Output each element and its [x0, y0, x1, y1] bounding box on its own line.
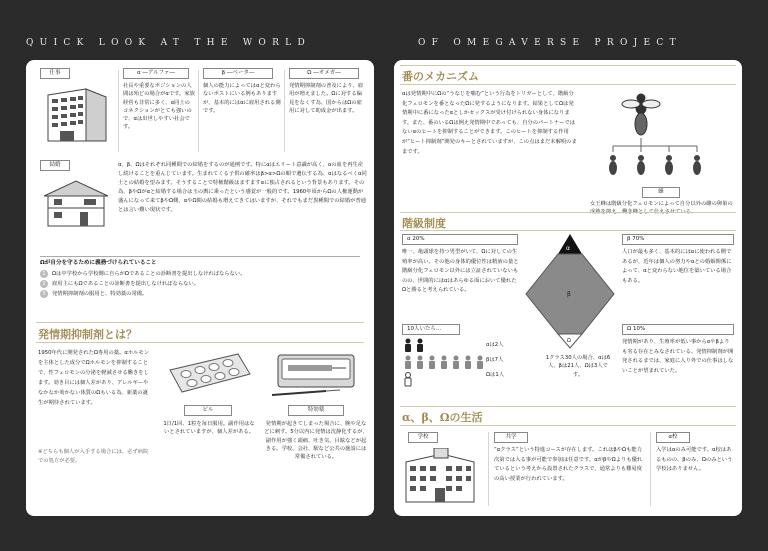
left-page	[26, 60, 374, 516]
bee-caption: 女王蜂は階級分化フェロモンによって自分以外の雌の卵巣の	[590, 201, 733, 207]
hierarchy-title: 階級制度	[402, 217, 446, 230]
alpha-count-label: αは2人	[486, 342, 504, 348]
omega-count-label: Ωは1人	[486, 372, 505, 378]
obligation-item	[40, 270, 360, 278]
beta-people	[405, 356, 483, 370]
hierarchy-alpha-heading: α 20%	[402, 234, 518, 245]
obligation-text: 発情期抑制剤の服用と、特効薬の常備。	[52, 290, 148, 297]
coed-text: “αクラス”という特進コースが存在します。これはβやΩも能力次第では入る事が可能で参加は任意です。αがβやΩよりも優れているという考えから設置されたクラスで、通常よりも難易度の高い授業が行われています。	[494, 447, 643, 482]
queen-bee	[622, 94, 660, 135]
pill-sheet-illustration	[164, 350, 254, 398]
omega-obligations	[40, 256, 360, 308]
coed-school	[494, 432, 644, 484]
school-title: 学校	[408, 432, 438, 443]
obligation-number: 2	[40, 280, 48, 288]
hierarchy-omega-heading: Ω 10%	[622, 324, 734, 335]
prescription-note: ※どちらも個人が入手する場合には、必ず病院での処方が必要。	[38, 449, 149, 464]
people-labels	[486, 338, 526, 383]
work-alpha	[123, 68, 195, 132]
life-title: α、β、Ωの生活	[402, 411, 483, 424]
hierarchy-beta-text: 人口が最も多く、基本的にはαに使われる側であるが、近年は個人の努力やαとの婚姻関係によって、αと変わらない地位を築いている場合もある。	[622, 249, 732, 284]
hierarchy-alpha-text: 唯一、亀頭球を持つ男型がいて、Ωに対しての生殖率が高い。その他の身体的優位性は精液の量と階級分化フェロモン以外には立証されていないものの、世間的にはαはあらゆる面において優れたΩと勝ると考えられている。	[402, 249, 519, 294]
obligation-item	[40, 290, 360, 298]
omega-people	[405, 373, 411, 387]
work-beta-heading: β ―ベータ―	[203, 68, 273, 79]
beta-count-label: βは7人	[486, 357, 504, 363]
coed-title: 共学	[494, 432, 528, 443]
obligation-text: 雇用主にもΩであることの診断書を提出しなければならない。	[52, 280, 200, 287]
class-pyramid-diagram	[522, 232, 618, 350]
marriage-text: α、β、Ωはそれぞれ同種間での結婚をするのが通例です。特にαはエリート意識が高く、αの血を再生産し続けることを重んじています。生まれてくる子供の確率はβ>α>Ωの順で遺伝する為、αはなるべくα同士との結婚を望みます。そうすることで特権階級はますますαに独占されるという背景もあります。その為、βやΩがαと結婚する場合は玉の輿に乗ったという感覚が一般的です。1960年頃からΩの人権運動が盛んになって来てβやΩ側、αやΩ間の結婚も増えてきてはいますが、それでもまだ異種間での結婚が普通とは言い難い現状です。	[118, 162, 367, 213]
obligation-item	[40, 280, 360, 288]
alpha-segment	[558, 234, 582, 254]
hierarchy-alpha	[402, 234, 520, 296]
class-of-30-note: 1クラス30人の場合、αは6人、βは21人、Ωは3人です。	[545, 355, 611, 378]
work-omega-heading: Ω ―オメガ―	[289, 68, 359, 79]
injection-kit-illustration	[268, 345, 364, 401]
mechanism-text: αは発情期中にΩの“うなじを噛む”という行為をトリガーとして、階級分化フェロモンを番となったΩに発するようになります。結果としてΩは発情期中に番になったαとしかセックスが受け付けられない身体になります。また、番のいるΩは例え発情期中であっても、自分のパートナーではないαのヒートを抑制することができます。このヒートを抑制する作用が“ヒート抑制剤”開発のキーとされていますが、この点はまだ未解明のままです。	[402, 91, 577, 155]
omega-label: Ω	[567, 338, 571, 344]
header-left: QUICK LOOK AT THE WORLD	[26, 38, 311, 48]
hierarchy-omega	[622, 324, 734, 376]
work-omega-text: 発情期抑制剤の普及により、雇用が増えました。Ωに対する偏見をなくす為、国からはΩの雇用に対して助成金が出ます。	[289, 83, 364, 114]
alpha-label: α	[566, 245, 570, 252]
people-heading: 10人いたら…	[402, 324, 460, 335]
obligations-title: Ωが自分を守るために義務づけられていること	[40, 260, 157, 266]
obligation-text: Ωは中学校から学校側に自らがΩであることの診断書を提出しなければならない。	[52, 271, 246, 277]
beta-label: β	[567, 291, 571, 298]
special-drug-title: 特効薬	[288, 405, 344, 416]
right-page	[394, 60, 742, 516]
bee-title: 蜂	[642, 187, 680, 198]
marriage-title: 結婚	[40, 160, 70, 171]
hierarchy-beta-heading: β 70%	[622, 234, 734, 245]
office-building-illustration	[40, 85, 110, 143]
hierarchy-omega-text: 発情期があり、生殖率が低い事からαやβよりも劣る存在とみなされている。発情抑制剤が開発されるまでは、家庭に入り外での仕事はしないことが望まれていた。	[622, 339, 734, 374]
work-alpha-heading: α ―アルファ―	[123, 68, 189, 79]
work-omega	[289, 68, 367, 115]
bee-hierarchy-illustration	[599, 86, 719, 186]
suppressant-title: 発情期抑制剤とは？	[38, 328, 137, 341]
obligations-list	[40, 270, 360, 298]
alpha-school-text: 入学はαのみ可能です。α校はあるものの、βのみ、Ωのみという学校はありません。	[656, 447, 733, 473]
suppressant-text: 1950年代に開発されたΩ専用の薬。αホルモンを主体とした成分でΩホルモンを抑制することで、性フェロモンの分泌を軽減させる働きをします。効き目には個人差があり、アレルギーやなかなか効かない体質のΩもいる為、新薬の誕生が期待されています。	[38, 350, 150, 406]
house-illustration	[40, 178, 110, 228]
alpha-school	[656, 432, 736, 475]
work-beta-text: 個人の能力によってはαと変わらないポストにいる例もありますが、基本的にはαに雇用される側です。	[203, 83, 281, 114]
special-drug-text: 発情期が起きてしまった場合に、腕や足などに刺す。5分以内に発情は沈静化するが、副作用が強く頭痛、吐き気、目眩などが起きる。学校、会社、駅など公共の施設には常備されている。	[264, 421, 368, 461]
alpha-school-title: α校	[656, 432, 690, 443]
pill-title: ピル	[184, 405, 232, 416]
work-beta	[203, 68, 281, 115]
alpha-people	[405, 339, 423, 353]
header-right: OF OMEGAVERSE PROJECT	[418, 38, 682, 48]
mechanism-title: 番のメカニズム	[402, 70, 479, 83]
obligation-number: 1	[40, 270, 48, 278]
hierarchy-beta	[622, 234, 734, 286]
obligation-number: 3	[40, 290, 48, 298]
school-building-illustration	[402, 448, 478, 504]
work-title: 仕事	[40, 68, 70, 79]
work-alpha-text: 社長や重要なポジションの人間は殆どの場合がαです。家族経営も非常に多く、α同士のコネクションがとても強いので、αは出世しやすい社会です。	[123, 83, 195, 131]
pill-text: 1日/1回、1粒を毎日服用。副作用はないとされていますが、個人差がある。	[163, 421, 255, 436]
